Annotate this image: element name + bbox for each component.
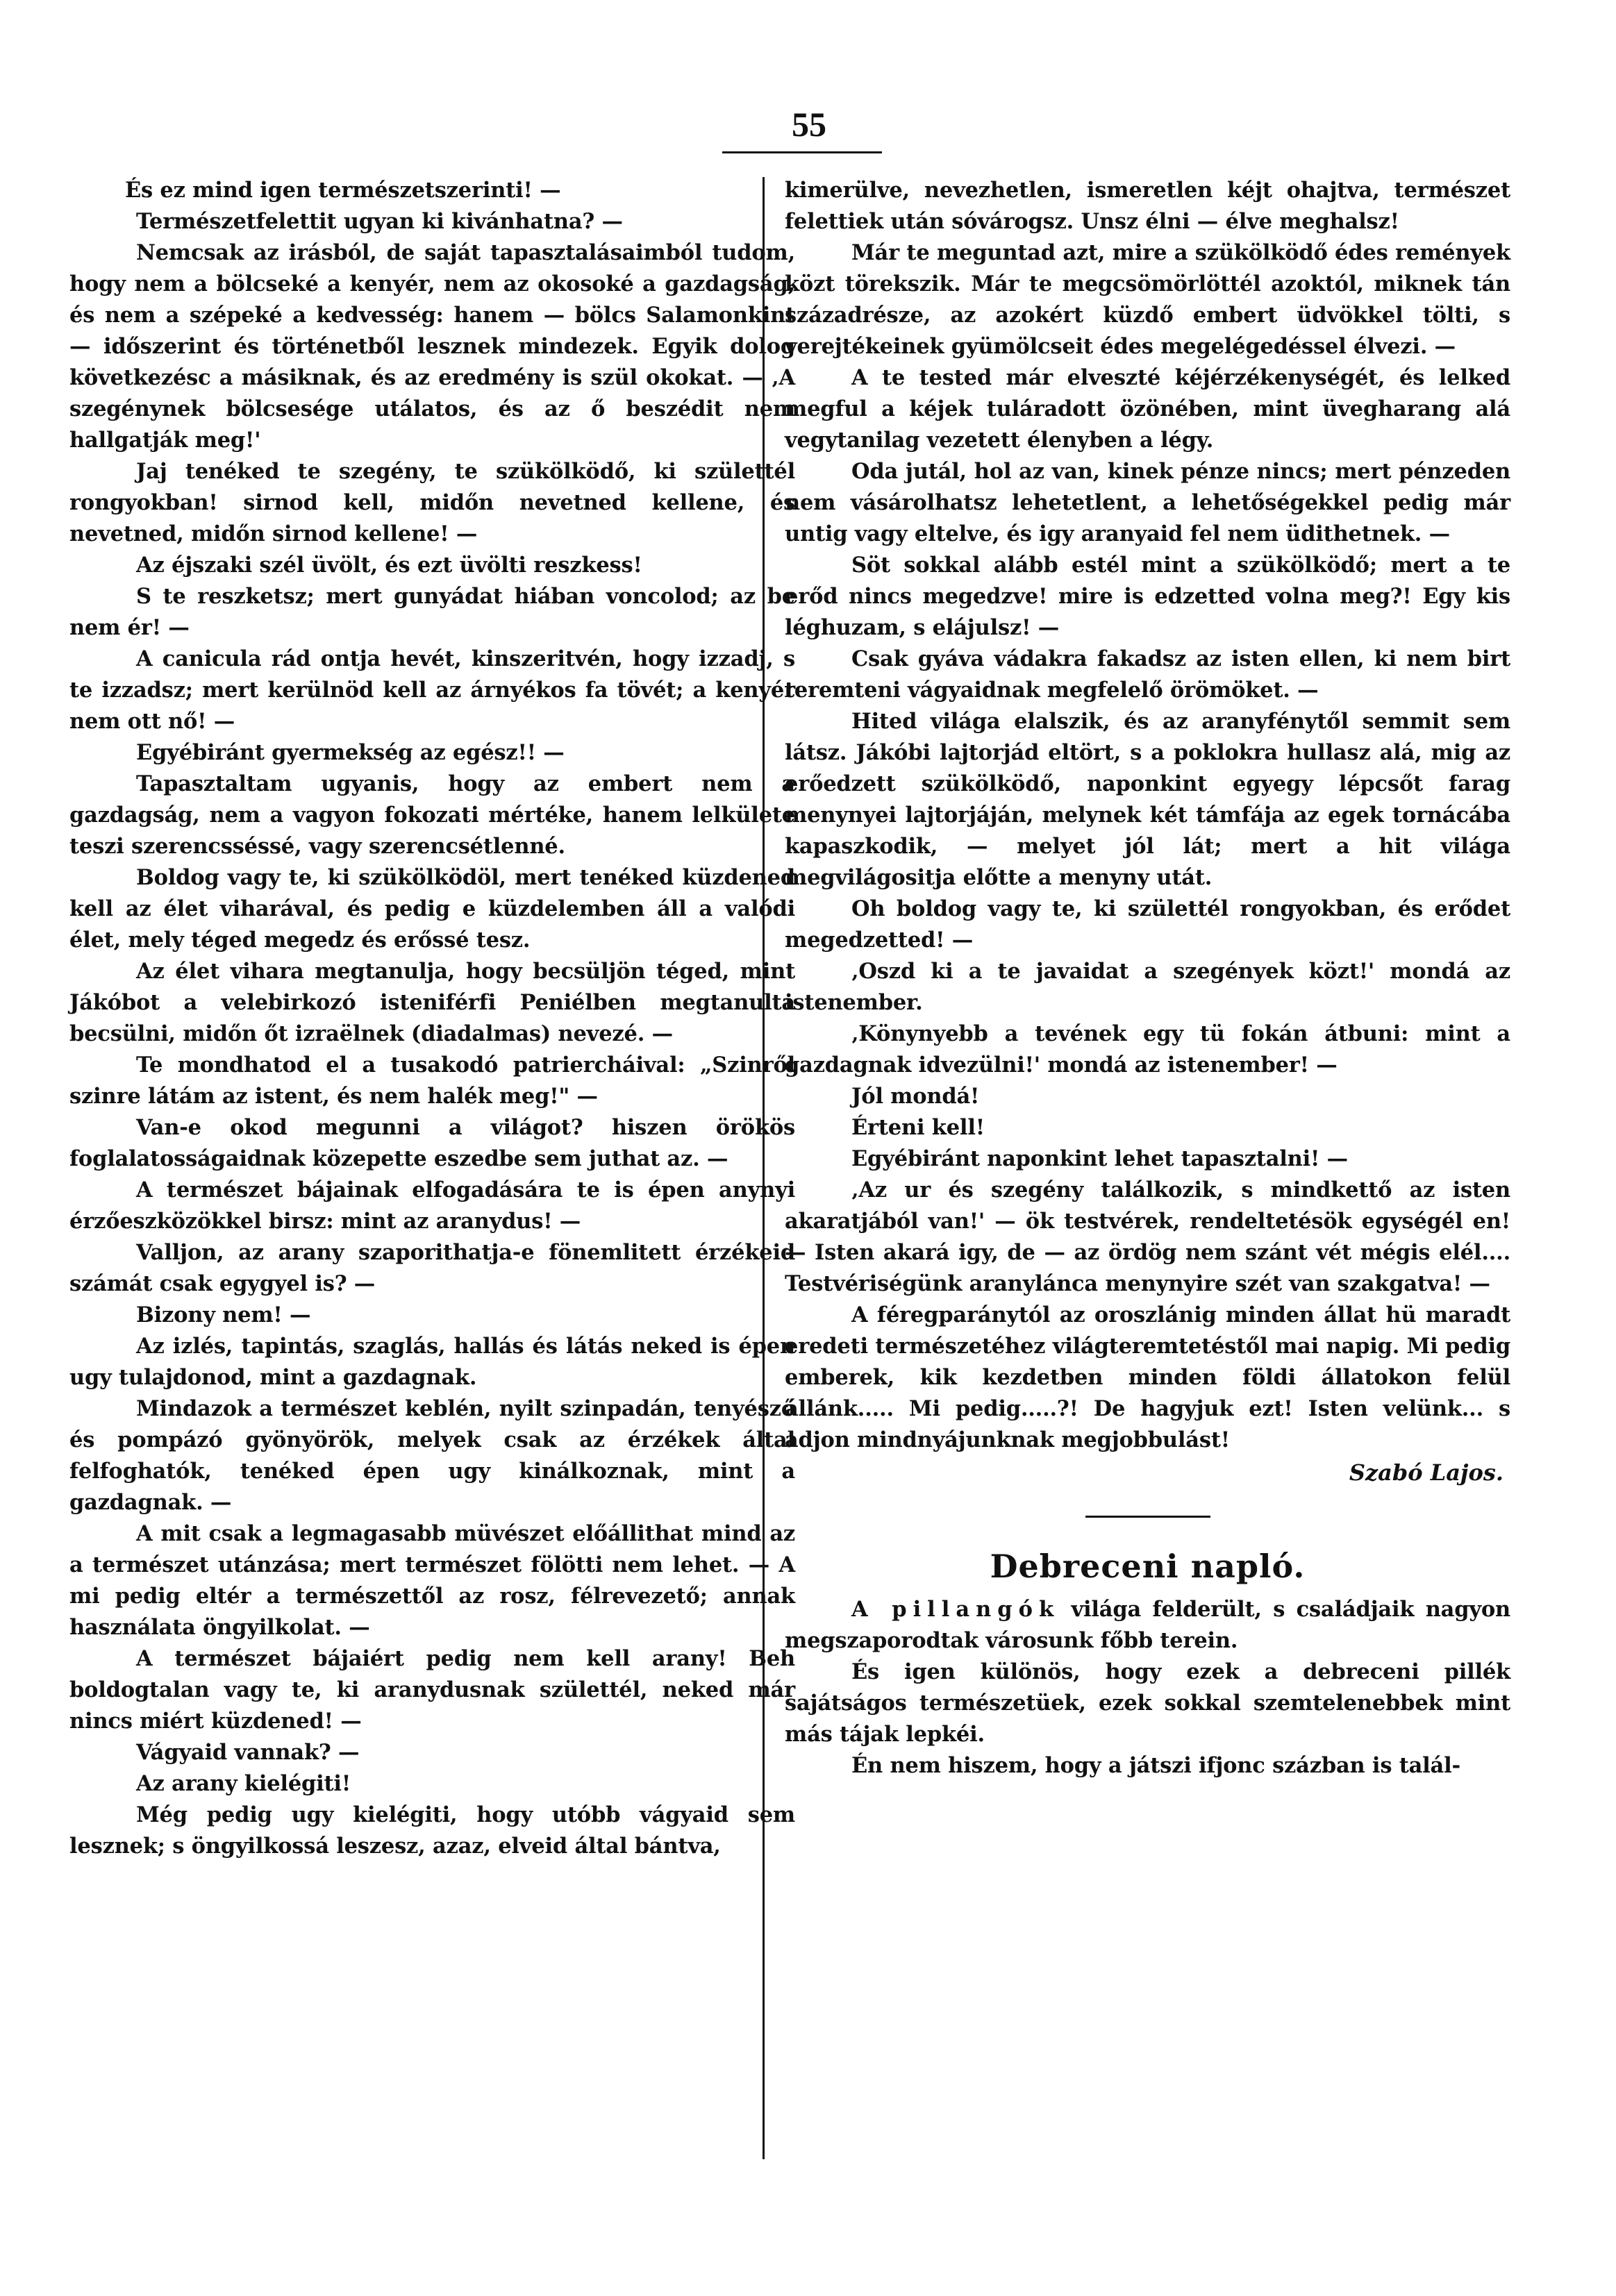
paragraph: És igen különös, hogy ezek a debreceni pillék sajátságos természetüek, ezek sokkal szemtelenebbek mint más tájak lepkéi. (785, 1659, 1510, 1747)
paragraph: Boldog vagy te, ki szükölködöl, mert tenéked küzdened kell az élet viharával, és pedig e küzdelemben áll a valódi élet, mely téged megedz és erőssé tesz. (69, 865, 795, 953)
column-divider (763, 177, 765, 2159)
paragraph: Tapasztaltam ugyanis, hogy az embert nem a gazdagság, nem a vagyon fokozati mértéke, hanem lelkülete teszi szerencsséssé, vagy szerencsétlenné. (69, 771, 795, 859)
left-column (69, 175, 795, 2161)
paragraph: És ez mind igen természetszerinti! — (125, 178, 561, 203)
paragraph: Természetfelettit ugyan ki kivánhatna? — (136, 209, 623, 234)
paragraph: Az arany kielégiti! (136, 1771, 351, 1796)
paragraph: Söt sokkal alább estél mint a szükölködő; mert a te erőd nincs megedzve! mire is edzetted volna meg?! Egy kis léghuzam, s elájulsz! — (785, 553, 1510, 640)
paragraph: Én nem hiszem, hogy a játszi ifjonc százban is talál- (851, 1753, 1460, 1778)
paragraph: Mindazok a természet keblén, nyilt szinpadán, tenyésző és pompázó gyönyörök, melyek csak az érzékek által felfoghatók, tenéked épen ugy kinálkoznak, mint a gazdagnak. — (69, 1396, 795, 1515)
paragraph: Egyébiránt gyermekség az egész!! — (136, 740, 565, 765)
paragraph: A te tested már elveszté kéjérzékenységét, és lelked megful a kéjek tuláradott özönében, mint üvegharang alá vegytanilag vezetett élenyben a légy. (785, 365, 1510, 453)
paragraph: Még pedig ugy kielégiti, hogy utóbb vágyaid sem lesznek; s öngyilkossá leszesz, azaz, elveid által bántva, (69, 1802, 795, 1859)
paragraph: A canicula rád ontja hevét, kinszeritvén, hogy izzadj, s te izzadsz; mert kerülnöd kell az árnyékos fa tövét; a kenyér nem ott nő! — (69, 646, 795, 734)
section-lead-paragraph (785, 1594, 1510, 1657)
paragraph: Érteni kell! (851, 1115, 985, 1140)
paragraph: Csak gyáva vádakra fakadsz az isten ellen, ki nem birt teremteni vágyaidnak megfelelő örömöket. — (785, 646, 1510, 703)
paragraph: Oda jutál, hol az van, kinek pénze nincs; mert pénzeden nem vásárolhatsz lehetetlent, a lehetőségekkel pedig már untig vagy eltelve, és igy aranyaid fel nem üdithetnek. — (785, 459, 1510, 546)
paragraph: Az éjszaki szél üvölt, és ezt üvölti reszkess! (136, 553, 642, 578)
paragraph: ‚Oszd ki a te javaidat a szegények közt!' mondá az istenember. (785, 959, 1510, 1015)
lead-rest-text: világa felderült, s családjaik nagyon megszaporodtak városunk főbb terein. (785, 1597, 1510, 1653)
paragraph: kimerülve, nevezhetlen, ismeretlen kéjt ohajtva, természet felettiek után sóvárogsz. Unsz élni — élve meghalsz! (785, 178, 1510, 234)
right-column (785, 175, 1510, 2161)
paragraph: A féregparánytól az oroszlánig minden állat hü maradt eredeti természetéhez világteremtetéstől mai napig. Mi pedig emberek, kik kezdetben minden földi állatokon felül állánk..... Mi pedig.....?! De hagyjuk ezt! Isten velünk... s adjon mindnyájunknak megjobbulást! (785, 1302, 1510, 1452)
paragraph: Bizony nem! — (136, 1302, 311, 1327)
paragraph: Jaj tenéked te szegény, te szükölködő, ki születtél rongyokban! sirnod kell, midőn nevetned kellene, és nevetned, midőn sirnod kellene! — (69, 459, 795, 546)
paragraph: S te reszketsz; mert gunyádat hiában voncolod; az be nem ér! — (69, 584, 795, 640)
section-title: Debreceni napló. (990, 1548, 1306, 1585)
paragraph: Hited világa elalszik, és az aranyfénytől semmit sem látsz. Jákóbi lajtorjád eltört, s a poklokra hullasz alá, mig az erőedzett szükölködő, naponkint egyegy lépcsőt farag menynyei lajtorjáján, melynek két támfája az egek tornácába kapaszkodik, — melyet jól lát; mert a hit világa megvilágositja előtte a menyny utát. (785, 709, 1510, 890)
paragraph: Az élet vihara megtanulja, hogy becsüljön téged, mint Jákóbot a velebirkozó isteniférfi Peniélben megtanulta becsülni, midőn őt izraëlnek (diadalmas) nevezé. — (69, 959, 795, 1046)
paragraph: Te mondhatod el a tusakodó patriercháival: „Szinről szinre látám az istent, és nem halék meg!" — (69, 1053, 795, 1109)
paragraph: Már te meguntad azt, mire a szükölködő édes remények közt törekszik. Már te megcsömörlöttél azoktól, miknek tán századrésze, az azokért küzdő embert üdvökkel tölti, s verejtékeinek gyümölcseit édes megelégedéssel élvezi. — (785, 240, 1510, 359)
paragraph: Van-e okod megunni a világot? hiszen örökös foglalatosságaidnak közepette eszedbe sem juthat az. — (69, 1115, 795, 1171)
paragraph: Valljon, az arany szaporithatja-e fönemlitett érzékeid számát csak egygyel is? — (69, 1240, 795, 1296)
paragraph: Jól mondá! (851, 1084, 980, 1109)
paragraph: Egyébiránt naponkint lehet tapasztalni! — (851, 1146, 1348, 1171)
paragraph: A természet bájaiért pedig nem kell arany! Beh boldogtalan vagy te, ki aranydusnak születtél, neked már nincs miért küzdened! — (69, 1646, 795, 1734)
paragraph: ‚Könynyebb a tevének egy tü fokán átbuni: mint a gazdagnak idvezülni!' mondá az istenember! — (785, 1021, 1510, 1078)
header-rule (722, 151, 882, 153)
paragraph: ‚Az ur és szegény találkozik, s mindkettő az isten akaratjából van!' — ök testvérek, rendeltetésök egységél en! — Isten akará igy, de — az ördög nem szánt vét mégis elél.... Testvériségünk aranylánca menynyire szét van szakgatva! — (785, 1178, 1510, 1296)
paragraph: Vágyaid vannak? — (136, 1740, 360, 1765)
paragraph: Nemcsak az irásból, de saját tapasztalásaimból tudom, hogy nem a bölcseké a kenyér, nem az okosoké a gazdagság, és nem a szépeké a kedvesség: hanem — bölcs Salamonkint — időszerint és történetből lesznek mindezek. Egyik dolog következésc a másiknak, és az eredmény is szül okokat. — ‚A szegénynek bölcsesége utálatos, és az ő beszédit nem hallgatják meg!' (69, 240, 795, 453)
paragraph: Oh boldog vagy te, ki születtél rongyokban, és erődet megedzetted! — (785, 896, 1510, 953)
paragraph: Az izlés, tapintás, szaglás, hallás és látás neked is épen ugy tulajdonod, mint a gazdagnak. (69, 1334, 795, 1390)
paragraph: A természet bájainak elfogadására te is épen anynyi érzőeszközökkel birsz: mint az aranydus! — (69, 1178, 795, 1234)
paragraph: A mit csak a legmagasabb müvészet előállithat mind az a természet utánzása; mert természet fölötti nem lehet. — A mi pedig eltér a természettől az rosz, félrevezető; annak használata öngyilkolat. — (69, 1521, 795, 1640)
section-separator (1085, 1516, 1210, 1518)
author-signature: Szabó Lajos. (1349, 1459, 1503, 1486)
page-number: 55 (792, 105, 826, 144)
lead-spaced-text: A pillangók (851, 1597, 1060, 1622)
